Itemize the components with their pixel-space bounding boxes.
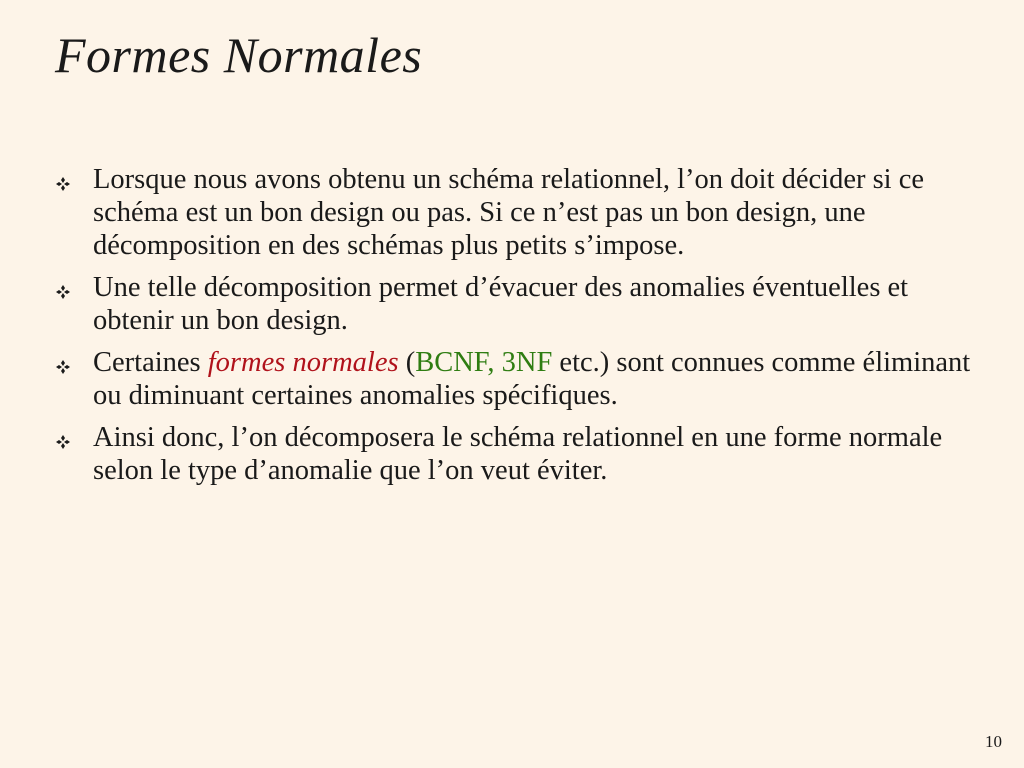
bullet-text: Une telle décomposition permet d’évacuer des anomalies éventuelles et obtenir un bon design. xyxy=(93,272,909,336)
four-diamond-bullet-icon xyxy=(55,176,71,192)
bullet-item xyxy=(55,271,980,337)
slide-title: Formes Normales xyxy=(55,27,423,83)
normal-form-examples: BCNF, 3NF xyxy=(415,347,553,378)
four-diamond-bullet-icon xyxy=(55,434,71,450)
bullet-item xyxy=(55,346,980,412)
four-diamond-bullet-icon xyxy=(55,359,71,375)
paren-open: ( xyxy=(398,347,416,378)
page-number: 10 xyxy=(985,732,1002,751)
bullet-item xyxy=(55,421,980,487)
bullet-item xyxy=(55,163,980,262)
bullet-text-prefix: Certaines xyxy=(93,347,208,378)
emphasized-term: formes normales xyxy=(207,347,399,378)
bullet-text: Lorsque nous avons obtenu un schéma relationnel, l’on doit décider si ce schéma est un bon design ou pas. Si ce n’est pas un bon design, une décomposition en des schémas plus petits s’impose. xyxy=(93,164,925,261)
four-diamond-bullet-icon xyxy=(55,284,71,300)
bullet-list xyxy=(55,163,980,496)
bullet-text: Ainsi donc, l’on décomposera le schéma relationnel en une forme normale selon le type d’anomalie que l’on veut éviter. xyxy=(93,422,943,486)
bullet-text-suffix: etc.) sont connues comme éliminant ou diminuant certaines anomalies spécifiques. xyxy=(93,347,971,411)
